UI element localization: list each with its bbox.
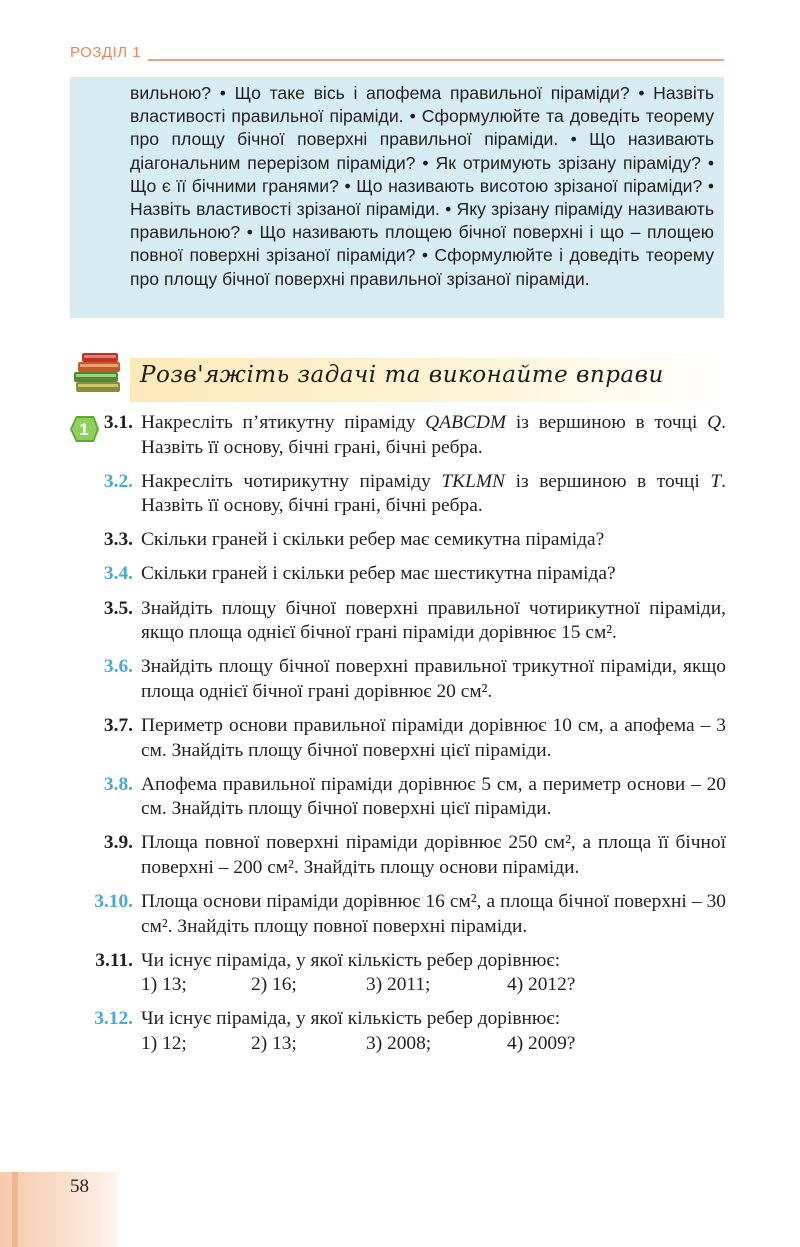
problem-text: Скільки граней і скільки ребер має шестикутна піраміда? — [141, 563, 616, 585]
problem-item — [80, 773, 726, 822]
problem-item — [80, 890, 726, 939]
problem-text: Апофема правильної піраміди дорівнює 5 см, а периметр основи – 20 см. Знайдіть площу бічної поверхні цієї піраміди. — [141, 773, 726, 820]
answer-option: 1) 13; — [141, 974, 187, 996]
problem-text: Знайдіть площу бічної поверхні правильної чотирикутної піраміди, якщо площа однієї бічної грані піраміди дорівнює 15 см². — [141, 597, 726, 644]
header-rule — [148, 59, 724, 61]
problem-text — [133, 949, 726, 998]
problem-item — [80, 714, 726, 763]
problem-list — [80, 411, 726, 1066]
problem-text: Знайдіть площу бічної поверхні правильної трикутної піраміди, якщо площа однієї бічної грані дорівнює 20 см². — [141, 656, 726, 702]
section-label: РОЗДІЛ 1 — [70, 44, 142, 61]
answer-option: 2) 16; — [251, 974, 297, 996]
problem-number: 3.1. — [103, 412, 133, 433]
problem-item — [80, 949, 726, 998]
problem-item — [80, 597, 726, 646]
answer-option: 4) 2012? — [507, 974, 576, 996]
problem-number: 3.4. — [103, 563, 133, 585]
answer-option: 4) 2009? — [507, 1032, 576, 1054]
problem-number: 3.6. — [103, 656, 133, 678]
problem-number: 3.10. — [94, 891, 133, 912]
problem-item — [80, 562, 726, 587]
problem-number: 3.2. — [103, 470, 133, 492]
page-number: 58 — [70, 1176, 89, 1197]
answer-option: 1) 12; — [141, 1032, 187, 1054]
problem-text: Площа основи піраміди дорівнює 16 см², а площа бічної поверхні – 30 см². Знайдіть площу повної поверхні піраміди. — [141, 891, 726, 937]
answer-option: 3) 2008; — [366, 1032, 432, 1054]
answer-option: 2) 13; — [251, 1032, 297, 1054]
answer-options — [141, 973, 726, 998]
exercises-banner — [70, 342, 724, 402]
answer-option: 3) 2011; — [366, 974, 431, 996]
problem-number: 3.3. — [103, 529, 133, 551]
answer-options — [141, 1032, 726, 1057]
review-questions-box — [70, 77, 724, 318]
problem-number: 3.5. — [103, 597, 133, 619]
problem-number: 3.7. — [103, 714, 133, 736]
problem-number: 3.12. — [94, 1008, 133, 1030]
problem-item — [80, 470, 726, 519]
problem-question: Чи існує піраміда, у якої кількість ребер дорівнює: — [141, 949, 561, 971]
page-tab-stripe — [12, 1172, 18, 1247]
problem-question: Чи існує піраміда, у якої кількість ребер дорівнює: — [141, 1008, 561, 1030]
problem-item — [80, 528, 726, 553]
banner-title: Розв'яжіть задачі та виконайте вправи — [140, 362, 664, 388]
problem-text: Скільки граней і скільки ребер має семикутна піраміда? — [141, 529, 605, 551]
problem-item — [80, 831, 726, 880]
problem-text: Площа повної поверхні піраміди дорівнює 250 см², а площа її бічної поверхні – 200 см². Знайдіть площу основи піраміди. — [141, 832, 726, 878]
problem-number: 3.9. — [103, 832, 133, 854]
problem-number: 3.8. — [103, 773, 133, 795]
level-badge-label: 1 — [79, 420, 89, 439]
problem-text: Периметр основи правильної піраміди дорівнює 10 см, а апофема – 3 см. Знайдіть площу бічної поверхні цієї піраміди. — [141, 714, 726, 761]
problem-item — [80, 411, 726, 460]
page-corner-tab — [0, 1172, 118, 1247]
problem-text — [133, 1007, 726, 1056]
review-questions-text: вильною? • Що таке вісь і апофема правильної піраміди? • Назвіть властивості правильної піраміди. • Сформулюйте та доведіть теорему про площу бічної поверхні правильної піраміди. • Що називають діагональним перерізом піраміди? • Як отримують зрізану піраміду? • Що є її бічними гранями? • Що називають висотою зрізаної піраміди? • Назвіть властивості зрізаної піраміди. • Яку зрізану піраміду називають правильною? • Що називають площею бічної поверхні і що – площею повної поверхні зрізаної піраміди? • Сформулюйте і доведіть теорему про площу бічної поверхні правильної зрізаної піраміди. — [130, 83, 714, 289]
problem-item — [80, 655, 726, 704]
problem-item — [80, 1007, 726, 1056]
problem-text: Накресліть п’ятикутну піраміду QABCDM із вершиною в точці Q. Назвіть її основу, бічні грані, бічні ребра. — [141, 412, 726, 458]
problem-number: 3.11. — [95, 949, 133, 971]
problem-text: Накресліть чотирикутну піраміду TKLMN із вершиною в точці T. Назвіть її основу, бічні грані, бічні ребра. — [141, 470, 726, 517]
books-icon — [70, 342, 130, 402]
